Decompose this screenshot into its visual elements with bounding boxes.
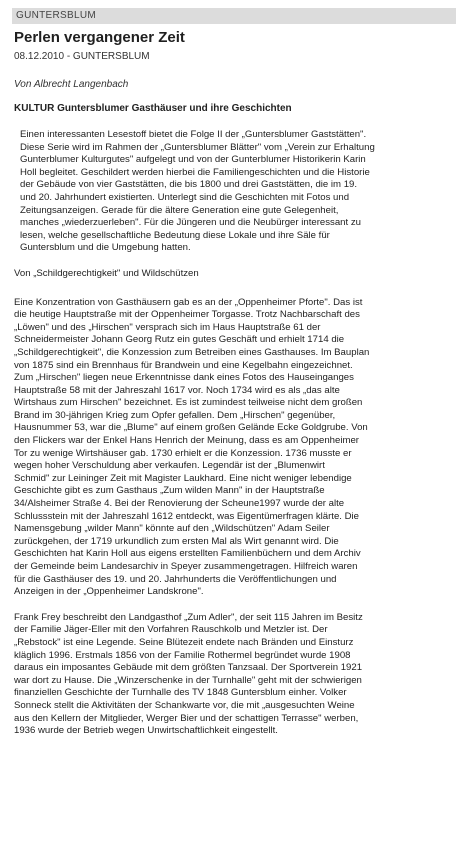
text-line: finanziellen Geschichte der Turnhalle des TV 1848 Guntersblum einher. Volker xyxy=(14,687,347,699)
text-line: Tor zu wenige Wirtshäuser gab. 1730 erhielt er die Konzession. 1736 musste er xyxy=(14,447,352,459)
text-line: lesen, welche gesellschaftliche Bedeutung diese Lokale und ihre Säle für xyxy=(20,229,330,241)
text-line: Guntersblum und die Umgebung hatten. xyxy=(20,242,191,254)
text-line: war dort zu Hause. Die „Winzerschenke in der Turnhalle" geht mit der schwierigen xyxy=(14,674,362,686)
text-line: der Gebäude von vier Gaststätten, die bis 1800 und drei Gaststätten, die im 19. xyxy=(20,179,358,191)
text-line: und 20. Jahrhundert existierten. Unterlegt sind die Geschichten mit Fotos und xyxy=(20,191,350,203)
text-line: der Gemeinde beim Landesarchiv in Speyer zusammengetragen. Hilfreich waren xyxy=(14,561,358,572)
text-line: Schlussstein mit der Jahreszahl 1612 entdeckt, was Eigentümerfragen klärte. Die xyxy=(14,510,360,522)
body-paragraph-1 xyxy=(14,297,456,599)
text-line: für die Gasthäuser des 19. und 20. Jahrhunderts die Veröffentlichungen und xyxy=(14,573,337,585)
text-line: Holl begleitet. Geschildert werden hierbei die Familiengeschichten und die Historie xyxy=(20,166,370,178)
text-line: Geschichten hat Karin Holl aus eigens erstellten Familienbüchern und dem Archiv xyxy=(14,548,361,560)
text-line: „Schildgerechtigkeit", die Konzession zum Betreiben eines Gasthauses. Im Bauplan xyxy=(14,346,370,358)
text-line: daraus ein imposantes Gebäude mit dem größten Tanzsaal. Der Sportverein 1921 xyxy=(14,662,363,674)
text-line: „Löwen" und des „Hirschen" versprach sich im Haus Hauptstraße 61 der xyxy=(14,321,321,333)
intro-paragraph xyxy=(20,129,456,255)
text-line: Diese Serie wird im Rahmen der „Guntersblumer Blätter" vom „Verein zur Erhaltung xyxy=(20,141,375,153)
article-author: Von Albrecht Langenbach xyxy=(14,79,129,90)
section-bar: GUNTERSBLUM xyxy=(12,8,456,24)
text-line: Geschichte gibt es zum Gasthaus „Zum wilden Mann" in der Hauptstraße xyxy=(14,485,325,497)
text-line: Schmid" zur Leininger Zeit mit Magister Laukhard. Eine nicht weniger lebendige xyxy=(14,472,352,484)
text-line: manches „wiederzuerleben". Für die Jüngeren und die Neubürger interessant zu xyxy=(20,217,361,229)
text-line: der Familie Jäger-Eller mit den Vorfahren Rauschkolb und Metzler ist. Der xyxy=(14,624,328,636)
text-line: Zeitungsanzeigen. Gerade für die ältere Generation eine gute Gelegenheit, xyxy=(20,204,339,216)
text-line: Zum „Hirschen" liegen neue Erkenntnisse dank eines Fotos des Hauseinganges xyxy=(14,372,354,384)
text-line: kläglich 1996. Erstmals 1856 von der Familie Rothermel begründet wurde 1908 xyxy=(14,649,351,661)
text-line: wegen hoher Verschuldung aber verkaufen. Legendär ist der „Blumenwirt xyxy=(14,460,325,472)
text-line: Sonneck stellt die Aktivitäten der Schankwarte vor, die mit „ausgesuchten Weine xyxy=(14,699,355,711)
text-line: „Rebstock" ist eine Legende. Seine Blütezeit endete nach Bränden und Einsturz xyxy=(14,636,354,648)
text-line: zurückgehen, der 1719 urkundlich zum ersten Mal als Wirt genannt wird. Die xyxy=(14,535,339,547)
text-line: den Flickers war der Enkel Hans Henrich der Meinung, dass es am Oppenheimer xyxy=(14,435,360,447)
text-line: Gunterblumer Kulturgutes" aufgelegt und von der Gunterblumer Historikerin Karin xyxy=(20,154,366,166)
article-dateline: 08.12.2010 - GUNTERSBLUM xyxy=(14,51,150,62)
text-line: die heutige Hauptstraße mit der Oppenheimer Torgasse. Trotz Nachbarschaft des xyxy=(14,309,360,321)
text-line: Anzeigen in der „Oppenheimer Landskrone". xyxy=(14,586,204,598)
text-line: Frank Frey beschreibt den Landgasthof „Zum Adler", der seit 115 Jahren im Besitz xyxy=(14,611,363,623)
text-line: aus den Kellern der Mitglieder, Werger Bier und der schattigen Terrasse" werben, xyxy=(14,712,359,724)
text-line: 34/Alsheimer Straße 4. Bei der Renovierung der Scheune1997 wurde der alte xyxy=(14,498,345,510)
text-line: Hausnummer 53, war die „Blume" auf einem großen Gelände Ecke Goldgrube. Von xyxy=(14,422,368,434)
text-line: Eine Konzentration von Gasthäusern gab es an der „Oppenheimer Pforte". Das ist xyxy=(14,296,363,308)
section-heading: Von „Schildgerechtigkeit" und Wildschützen xyxy=(14,267,199,279)
text-line: von 1875 sind ein Brennhaus für Brandwein und eine Kegelbahn eingezeichnet. xyxy=(14,359,353,371)
article-title: Perlen vergangener Zeit xyxy=(14,29,185,46)
text-line: 1936 wurde der Betrieb wegen Unwirtschaftlichkeit eingestellt. xyxy=(14,725,278,737)
text-line: Brand im 30-jährigen Krieg zum Opfer gefallen. Dem „Hirschen" gegenüber, xyxy=(14,409,336,421)
text-line: Hauptstraße 58 mit der Jahreszahl 1617 vor. Noch 1734 wird es als „das alte xyxy=(14,384,340,396)
text-line: Wirtshaus zum Hirschen" bezeichnet. Es ist zumindest teilweise nicht dem großen xyxy=(14,397,363,409)
text-line: Namensgebung „wilder Mann" könnte auf den „Wildschützen" Adam Seiler xyxy=(14,523,330,535)
text-line: Schneidermeister Johann Georg Rutz ein gutes Geschäft und erhielt 1714 die xyxy=(14,334,345,346)
text-line: Einen interessanten Lesestoff bietet die Folge II der „Guntersblumer Gaststätten". xyxy=(20,129,367,140)
article-subhead: KULTUR Guntersblumer Gasthäuser und ihre Geschichten xyxy=(14,103,292,114)
body-paragraph-2 xyxy=(14,612,456,738)
